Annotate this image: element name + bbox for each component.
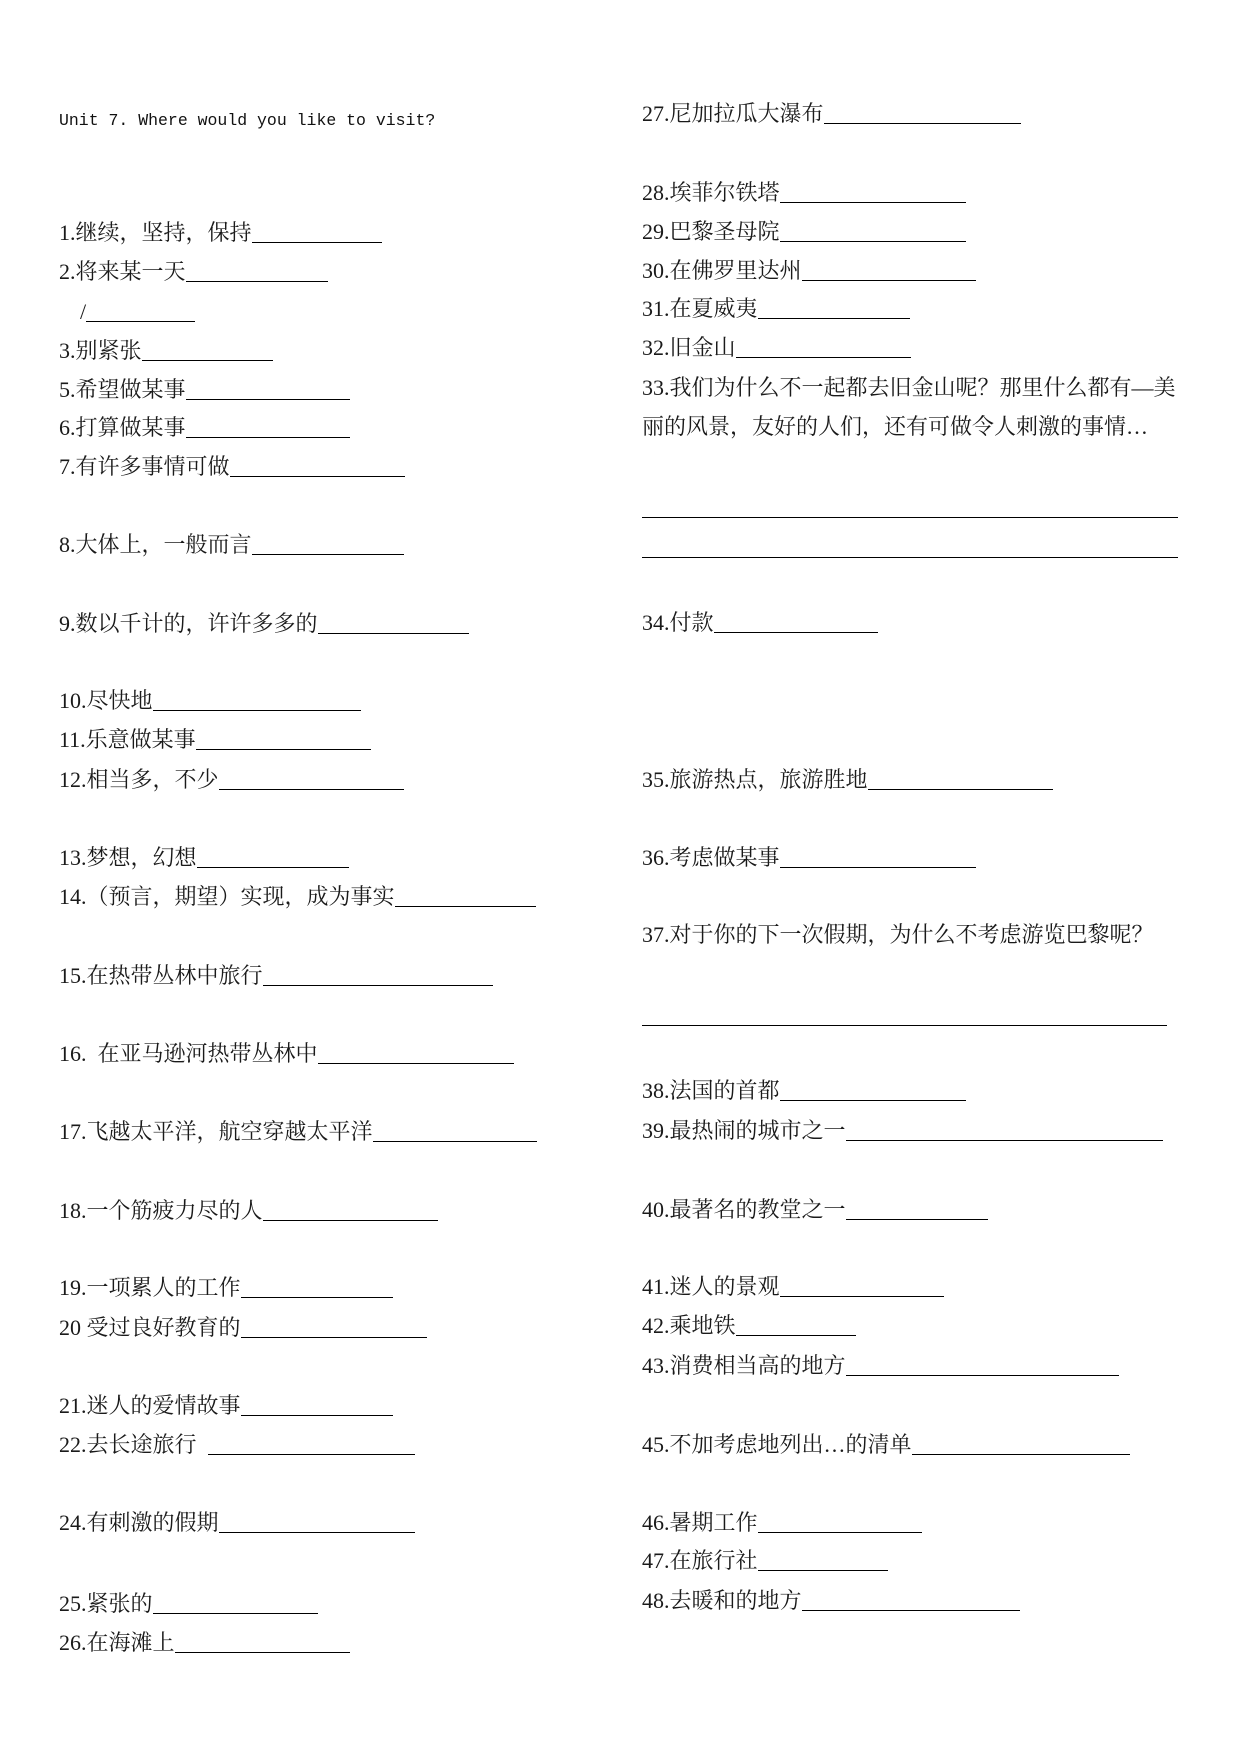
question-item-42	[642, 1311, 856, 1341]
question-label: 40.最著名的教堂之一	[642, 1197, 846, 1222]
answer-blank	[912, 1454, 1130, 1455]
question-label: 15.在热带丛林中旅行	[59, 963, 263, 988]
answer-blank	[186, 281, 328, 282]
question-item-30	[642, 256, 976, 286]
question-label: 11.乐意做某事	[59, 727, 196, 752]
answer-blank	[241, 1337, 427, 1338]
question-item-18	[59, 1196, 438, 1226]
answer-blank	[142, 360, 273, 361]
question-label: 35.旅游热点，旅游胜地	[642, 767, 868, 792]
question-label: 6.打算做某事	[59, 415, 186, 440]
answer-line	[642, 1025, 1167, 1026]
question-label: 48.去暖和的地方	[642, 1588, 802, 1613]
answer-blank	[153, 710, 361, 711]
answer-blank	[846, 1140, 1163, 1141]
answer-blank	[252, 554, 404, 555]
question-label: 丽的风景，友好的人们，还有可做令人刺激的事情…	[642, 414, 1149, 439]
answer-blank	[175, 1652, 350, 1653]
question-label: 26.在海滩上	[59, 1630, 175, 1655]
question-label: 2.将来某一天	[59, 259, 186, 284]
answer-blank	[802, 1610, 1020, 1611]
question-item-15	[59, 961, 493, 991]
question-item-25	[59, 1589, 318, 1619]
question-label: 39.最热闹的城市之一	[642, 1118, 846, 1143]
answer-blank	[714, 632, 878, 633]
answer-blank	[318, 633, 469, 634]
question-item-10	[59, 686, 361, 716]
question-item-36	[642, 843, 976, 873]
question-item-22	[59, 1430, 415, 1460]
question-item-33-line-2	[642, 412, 1148, 442]
question-label: 13.梦想，幻想	[59, 845, 197, 870]
question-label: 34.付款	[642, 610, 714, 635]
answer-blank	[153, 1613, 318, 1614]
question-label: 45.不加考虑地列出…的清单	[642, 1432, 912, 1457]
question-label: 21.迷人的爱情故事	[59, 1393, 241, 1418]
answer-blank	[758, 318, 910, 319]
question-label: 37.对于你的下一次假期，为什么不考虑游览巴黎呢？	[642, 922, 1154, 947]
question-label: 41.迷人的景观	[642, 1274, 780, 1299]
answer-blank	[196, 749, 371, 750]
question-label: 38.法国的首都	[642, 1078, 780, 1103]
question-label: 43.消费相当高的地方	[642, 1353, 846, 1378]
question-label: 10.尽快地	[59, 688, 153, 713]
question-item-16	[59, 1039, 514, 1069]
answer-blank	[824, 123, 1021, 124]
answer-blank	[373, 1141, 537, 1142]
answer-blank	[186, 437, 350, 438]
question-item-41	[642, 1272, 944, 1302]
question-item-5	[59, 375, 350, 405]
question-label: 32.旧金山	[642, 335, 736, 360]
answer-line	[642, 557, 1178, 558]
question-item-9	[59, 609, 469, 639]
answer-blank	[780, 241, 966, 242]
alternative-slash: /	[80, 299, 87, 324]
question-label: 31.在夏威夷	[642, 296, 758, 321]
question-label: 14.（预言，期望）实现，成为事实	[59, 884, 395, 909]
question-item-46	[642, 1508, 922, 1538]
answer-blank	[86, 321, 195, 322]
answer-blank	[758, 1570, 888, 1571]
question-item-48	[642, 1586, 1020, 1616]
question-item-6	[59, 413, 350, 443]
answer-blank	[758, 1532, 922, 1533]
answer-line	[642, 517, 1178, 518]
question-item-38	[642, 1076, 966, 1106]
question-label: 22.去长途旅行	[59, 1432, 197, 1457]
question-item-29	[642, 217, 966, 247]
question-label: 25.紧张的	[59, 1591, 153, 1616]
question-item-1	[59, 218, 382, 248]
question-item-28	[642, 178, 966, 208]
question-item-37	[642, 920, 1154, 950]
question-item-14	[59, 882, 536, 912]
answer-blank	[219, 1532, 415, 1533]
question-label: 9.数以千计的，许许多多的	[59, 611, 318, 636]
question-item-19	[59, 1273, 393, 1303]
question-item-34	[642, 608, 878, 638]
question-item-35	[642, 765, 1053, 795]
answer-blank	[846, 1219, 988, 1220]
answer-blank	[868, 789, 1053, 790]
question-label: 27.尼加拉瓜大瀑布	[642, 101, 824, 126]
question-item-32	[642, 333, 911, 363]
question-label: 8.大体上，一般而言	[59, 532, 252, 557]
question-item-43	[642, 1351, 1119, 1381]
question-label: 42.乘地铁	[642, 1313, 736, 1338]
question-label: 29.巴黎圣母院	[642, 219, 780, 244]
answer-blank	[263, 985, 493, 986]
question-label: 33.我们为什么不一起都去旧金山呢？那里什么都有—美	[642, 375, 1176, 400]
question-item-7	[59, 452, 405, 482]
answer-blank	[208, 1454, 415, 1455]
question-label: 36.考虑做某事	[642, 845, 780, 870]
question-item-33-line-1	[642, 373, 1176, 403]
question-label: 30.在佛罗里达州	[642, 258, 802, 283]
question-label: 24.有刺激的假期	[59, 1510, 219, 1535]
question-item-40	[642, 1195, 988, 1225]
question-item-20	[59, 1313, 427, 1343]
question-label: 28.埃菲尔铁塔	[642, 180, 780, 205]
question-label: 17.飞越太平洋，航空穿越太平洋	[59, 1119, 373, 1144]
question-item-31	[642, 294, 910, 324]
question-item-45	[642, 1430, 1130, 1460]
question-item-11	[59, 725, 371, 755]
question-item-47	[642, 1546, 888, 1576]
answer-blank	[219, 789, 404, 790]
question-label: 19.一项累人的工作	[59, 1275, 241, 1300]
answer-blank	[780, 202, 966, 203]
question-item-26	[59, 1628, 350, 1658]
question-item-13	[59, 843, 349, 873]
question-item-12	[59, 765, 404, 795]
answer-blank	[780, 867, 976, 868]
question-item-8	[59, 530, 404, 560]
question-item-17	[59, 1117, 537, 1147]
question-label: 46.暑期工作	[642, 1510, 758, 1535]
answer-blank	[780, 1296, 944, 1297]
question-label: 3.别紧张	[59, 338, 142, 363]
answer-blank	[736, 357, 911, 358]
question-label: 18.一个筋疲力尽的人	[59, 1198, 263, 1223]
question-label: 16. 在亚马逊河热带丛林中	[59, 1041, 318, 1066]
question-item-2-alternative	[59, 297, 195, 327]
answer-blank	[241, 1415, 393, 1416]
answer-blank	[780, 1100, 966, 1101]
question-label: 5.希望做某事	[59, 377, 186, 402]
question-item-21	[59, 1391, 393, 1421]
question-item-39	[642, 1116, 1163, 1146]
question-label: 12.相当多，不少	[59, 767, 219, 792]
answer-blank	[846, 1375, 1119, 1376]
answer-blank	[263, 1220, 438, 1221]
answer-blank	[802, 280, 976, 281]
question-label: 7.有许多事情可做	[59, 454, 230, 479]
question-label: 47.在旅行社	[642, 1548, 758, 1573]
answer-blank	[395, 906, 536, 907]
answer-blank	[241, 1297, 393, 1298]
worksheet-title: Unit 7. Where would you like to visit?	[59, 111, 436, 130]
question-item-3	[59, 336, 273, 366]
question-item-24	[59, 1508, 415, 1538]
answer-blank	[186, 399, 350, 400]
answer-blank	[197, 867, 349, 868]
question-label: 1.继续，坚持，保持	[59, 220, 252, 245]
answer-blank	[230, 476, 405, 477]
question-item-2	[59, 257, 328, 287]
answer-blank	[318, 1063, 514, 1064]
question-item-27	[642, 99, 1021, 129]
question-label: 20 受过良好教育的	[59, 1315, 241, 1340]
answer-blank	[736, 1335, 856, 1336]
answer-blank	[252, 242, 382, 243]
